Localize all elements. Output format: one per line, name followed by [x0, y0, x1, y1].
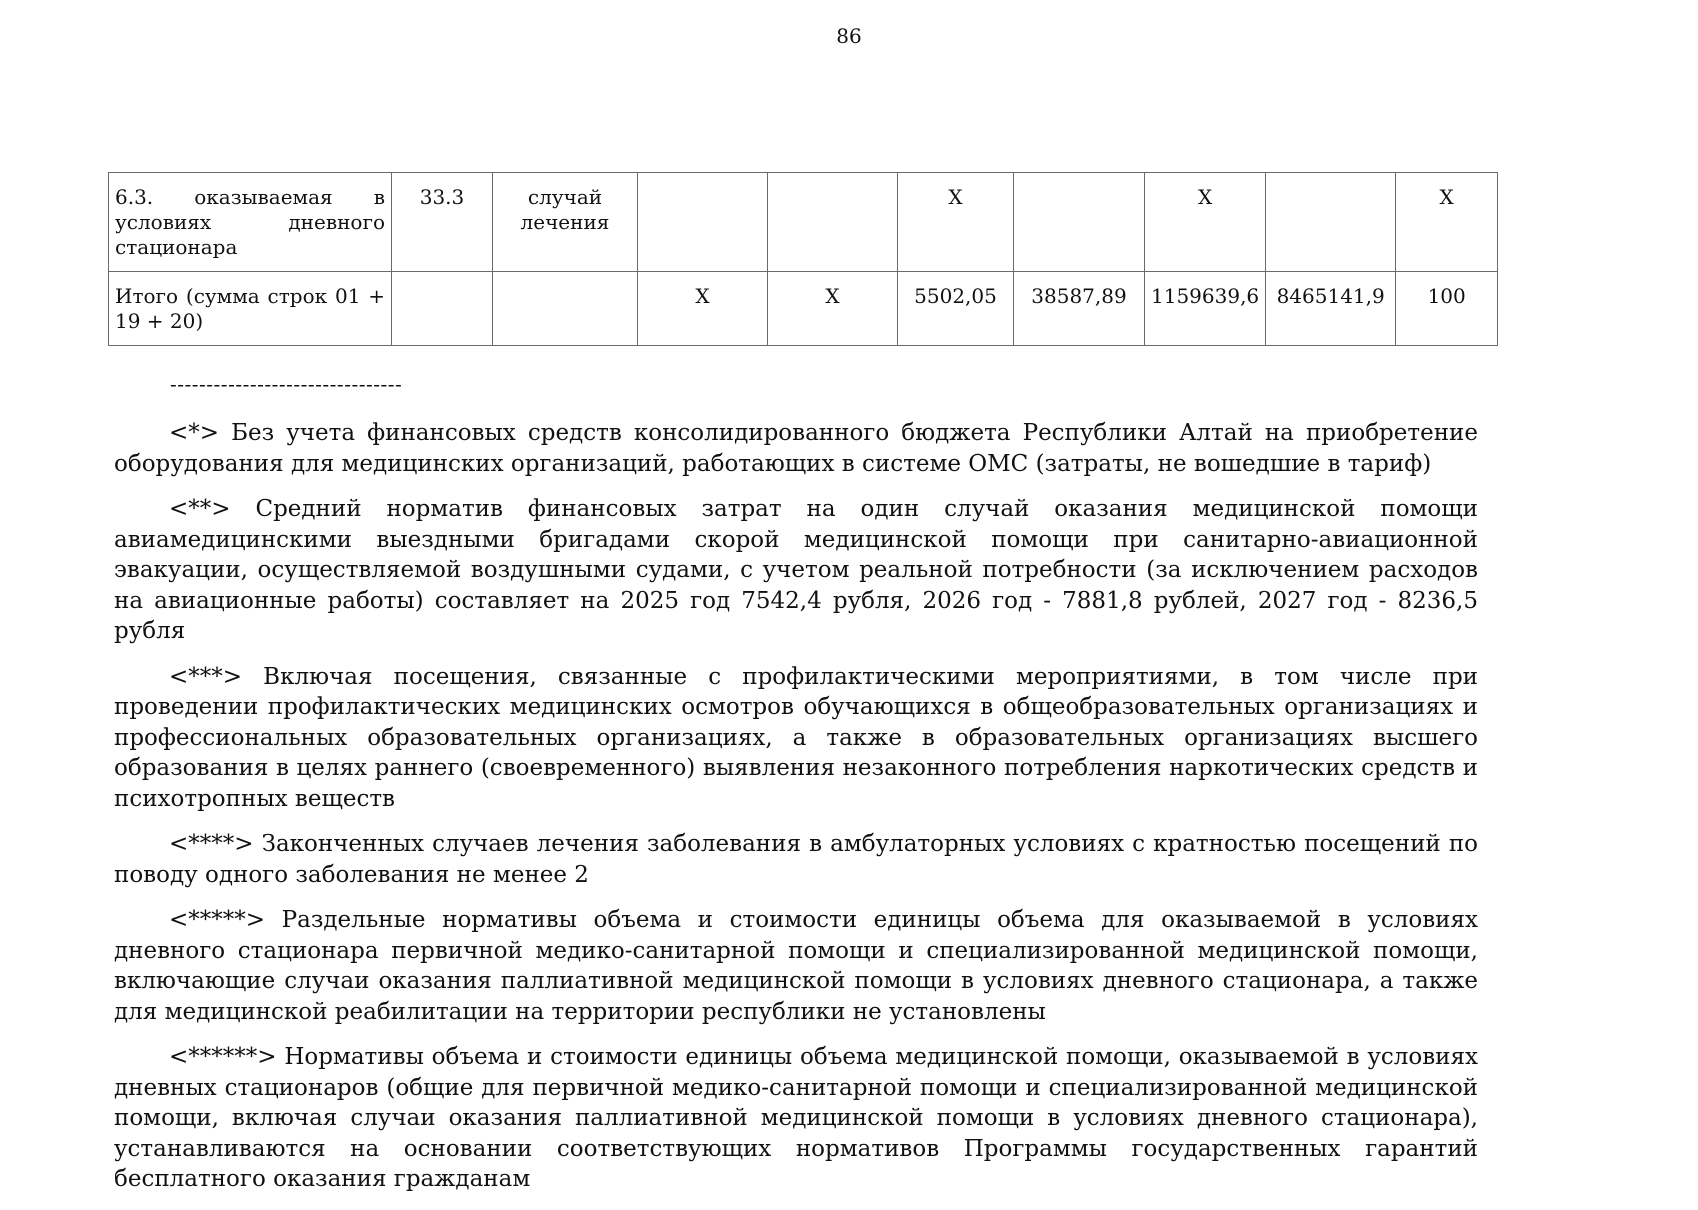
table-cell: X: [768, 272, 898, 346]
table-row: [109, 173, 1498, 272]
table-cell: X: [638, 272, 768, 346]
table-cell: [1014, 173, 1145, 272]
table-cell: [768, 173, 898, 272]
footnote: <****> Законченных случаев лечения заболевания в амбулаторных условиях с кратностью посещений по поводу одного заболевания не менее 2: [114, 831, 1478, 888]
line-number-cell: [392, 272, 493, 346]
table-cell: 1159639,6: [1145, 272, 1266, 346]
footnote: <**> Средний норматив финансовых затрат на один случай оказания медицинской помощи авиамедицинскими выездными бригадами скорой медицинской помощи при санитарно-авиационной эвакуации, осуществляемой воздушными судами, с учетом реальной потребности (за исключением расходов на авиационные работы) составляет на 2025 год 7542,4 рубля, 2026 год - 7881,8 рублей, 2027 год - 8236,5 рубля: [114, 496, 1478, 644]
table-cell: 100: [1396, 272, 1498, 346]
norms-table: [108, 172, 1498, 346]
table-cell: [1266, 173, 1396, 272]
table-cell: X: [898, 173, 1014, 272]
footnotes: [114, 418, 1478, 1210]
footnote: <***> Включая посещения, связанные с профилактическими мероприятиями, в том числе при проведении профилактических медицинских осмотров обучающихся в общеобразовательных организациях и профессиональных образовательных организациях, а также в образовательных организациях высшего образования в целях раннего (своевременного) выявления незаконного потребления наркотических средств и психотропных веществ: [114, 663, 1478, 812]
table-row: [109, 272, 1498, 346]
table-cell: 8465141,9: [1266, 272, 1396, 346]
table-cell: X: [1396, 173, 1498, 272]
footnote: <*> Без учета финансовых средств консолидированного бюджета Республики Алтай на приобретение оборудования для медицинских организаций, работающих в системе ОМС (затраты, не вошедшие в тариф): [114, 420, 1478, 477]
page-number: 86: [836, 24, 862, 48]
line-number-cell: 33.3: [392, 173, 493, 272]
unit-cell: случай лечения: [493, 173, 638, 272]
footnote: <*****> Раздельные нормативы объема и стоимости единицы объема для оказываемой в условиях дневного стационара первичной медико-санитарной помощи и специализированной медицинской помощи, включающие случаи оказания паллиативной медицинской помощи в условиях дневного стационара, а также для медицинской реабилитации на территории республики не установлены: [114, 907, 1478, 1025]
table-cell: 38587,89: [1014, 272, 1145, 346]
table-cell: [638, 173, 768, 272]
footnote-separator: --------------------------------: [170, 372, 403, 396]
row-name-cell: 6.3. оказываемая в условиях дневного стационара: [109, 173, 392, 272]
footnote: <******> Нормативы объема и стоимости единицы объема медицинской помощи, оказываемой в условиях дневных стационаров (общие для первичной медико-санитарной помощи и специализированной медицинской помощи, включая случаи оказания паллиативной медицинской помощи в условиях дневного стационара), устанавливаются на основании соответствующих нормативов Программы государственных гарантий бесплатного оказания гражданам: [114, 1044, 1478, 1192]
unit-cell: [493, 272, 638, 346]
table-cell: X: [1145, 173, 1266, 272]
table-cell: 5502,05: [898, 272, 1014, 346]
row-name-cell: Итого (сумма строк 01 + 19 + 20): [109, 272, 392, 346]
